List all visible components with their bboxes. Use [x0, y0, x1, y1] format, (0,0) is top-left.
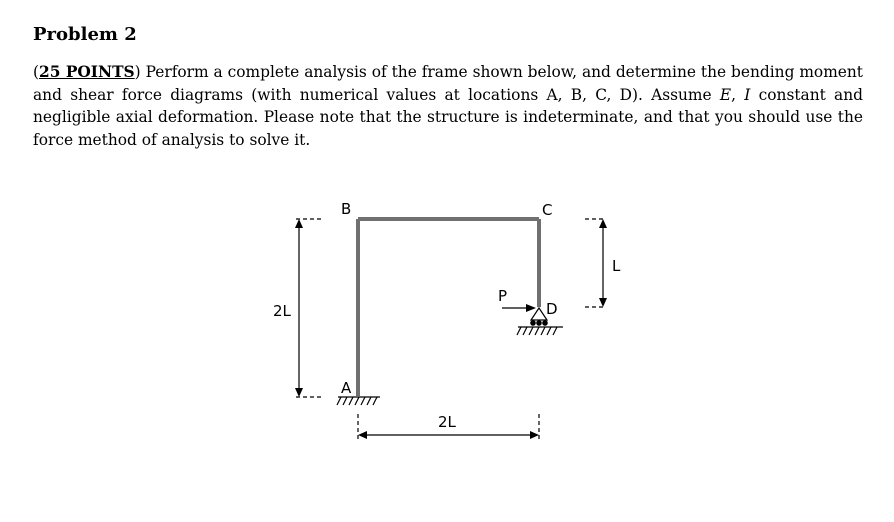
statement-text-2: constant and negligible axial deformation. Please note that the structure is indeterminate, and that you should use the force method of analysis to solve it. [33, 85, 863, 149]
fixed-support-a [337, 397, 380, 405]
var-i: I [744, 85, 751, 104]
load-arrow [502, 304, 536, 312]
label-width: 2L [438, 413, 456, 431]
statement-text-1: Perform a complete analysis of the frame shown below, and determine the bending moment and shear force diagrams (with numerical values at locations A, B, C, D). Assume [33, 63, 863, 104]
label-height-right: L [612, 257, 621, 275]
label-b: B [341, 200, 352, 218]
comma: , [731, 85, 745, 104]
label-p: P [498, 287, 508, 305]
label-a: A [341, 379, 352, 397]
problem-statement: (25 POINTS) Perform a complete analysis of the frame shown below, and determine the bending moment and shear force diagrams (with numerical values at locations A, B, C, D). Assume E, I constant and negligible axial deformation. Please note that the structure is indeterminate, and that you should use the force method of analysis to solve it. [33, 63, 863, 149]
dimension-left [295, 219, 322, 397]
label-height-left: 2L [273, 302, 291, 320]
problem-title: Problem 2 [33, 24, 137, 45]
var-e: E [719, 85, 732, 104]
label-d: D [546, 300, 558, 318]
points-label: 25 POINTS [39, 63, 135, 81]
label-c: C [542, 201, 553, 219]
dimension-right [585, 219, 607, 307]
